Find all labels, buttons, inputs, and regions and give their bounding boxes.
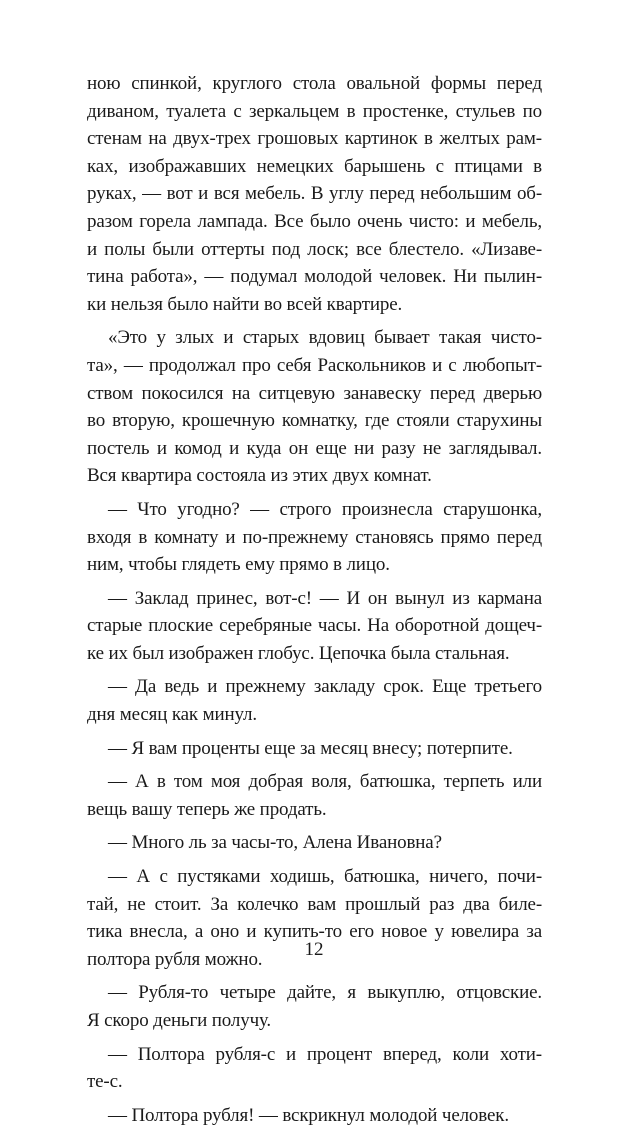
text-line: во вторую, крошечную комнатку, где стояли старухины — [87, 410, 542, 432]
paragraph — [87, 735, 542, 763]
text-line: — Я вам проценты еще за месяц внесу; потерпите. — [108, 737, 513, 759]
paragraph — [87, 1102, 542, 1129]
text-line: — А с пустяками ходишь, батюшка, ничего, почи- — [108, 866, 542, 888]
text-line: — Полтора рубля-с и процент вперед, коли хоти- — [108, 1043, 542, 1065]
page-number: 12 — [304, 939, 324, 960]
text-line: вещь вашу теперь же продать. — [87, 798, 327, 820]
text-line: — Да ведь и прежнему закладу срок. Еще третьего — [108, 676, 542, 698]
text-line: Я скоро деньги получу. — [87, 1010, 272, 1031]
text-line: ною спинкой, круглого стола овальной формы перед — [87, 73, 542, 94]
text-line: руках, — вот и вся мебель. В углу перед небольшим об- — [87, 183, 542, 205]
text-line: ством покосился на ситцевую занавеску перед дверью — [87, 382, 542, 404]
paragraph — [87, 979, 542, 1034]
text-line: стенам на двух-трех грошовых картинок в желтых рам- — [87, 128, 542, 150]
paragraph — [87, 70, 542, 318]
text-line: полтора рубля можно. — [87, 948, 263, 970]
text-line: старые плоские серебряные часы. На оборотной дощеч- — [87, 615, 542, 637]
text-line: постель и комод и куда он еще ни разу не заглядывал. — [87, 437, 542, 459]
text-line: — Полтора рубля! — вскрикнул молодой человек. — [108, 1104, 509, 1126]
text-line: ке их был изображен глобус. Цепочка была стальная. — [87, 642, 510, 664]
text-line: диваном, туалета с зеркальцем в простенке, стульев по — [87, 100, 542, 122]
text-line: тина работа», — подумал молодой человек. Ни пылин- — [87, 266, 542, 288]
text-line: тай, не стоит. За колечко вам прошлый раз два биле- — [87, 893, 542, 915]
text-line: — Что угодно? — строго произнесла старушонка, — [108, 498, 542, 520]
text-line: — А в том моя добрая воля, батюшка, терпеть или — [108, 771, 542, 793]
text-line: та», — продолжал про себя Раскольников и с любопыт- — [87, 354, 542, 376]
text-line: «Это у злых и старых вдовиц бывает такая чисто- — [108, 327, 542, 349]
paragraph — [87, 768, 542, 823]
paragraph — [87, 1041, 542, 1096]
text-line: ки нельзя было найти во всей квартире. — [87, 293, 403, 315]
text-line: Вся квартира состояла из этих двух комнат. — [87, 465, 432, 487]
text-line: те-с. — [87, 1071, 123, 1093]
paragraph — [87, 496, 542, 579]
text-line: ках, изображавших немецких барышень с птицами в — [87, 155, 542, 177]
text-line: тика внесла, а оно и купить-то его новое у ювелира за — [87, 921, 542, 943]
text-line: и полы были оттерты под лоск; все блестело. «Лизаве- — [87, 238, 542, 260]
text-line: ним, чтобы глядеть ему прямо в лицо. — [87, 554, 390, 576]
text-line: входя в комнату и по-прежнему становясь прямо перед — [87, 526, 542, 548]
text-line: дня месяц как минул. — [87, 704, 257, 726]
body-text — [87, 70, 542, 1129]
paragraph — [87, 585, 542, 668]
text-line: — Рубля-то четыре дайте, я выкуплю, отцовские. — [108, 982, 542, 1004]
paragraph — [87, 324, 542, 490]
paragraph — [87, 829, 542, 857]
text-line: разом горела лампада. Все было очень чисто: и мебель, — [87, 210, 542, 232]
text-line: — Заклад принес, вот-с! — И он вынул из кармана — [108, 587, 542, 609]
paragraph — [87, 673, 542, 728]
text-line: — Много ль за часы-то, Алена Ивановна? — [108, 832, 442, 854]
